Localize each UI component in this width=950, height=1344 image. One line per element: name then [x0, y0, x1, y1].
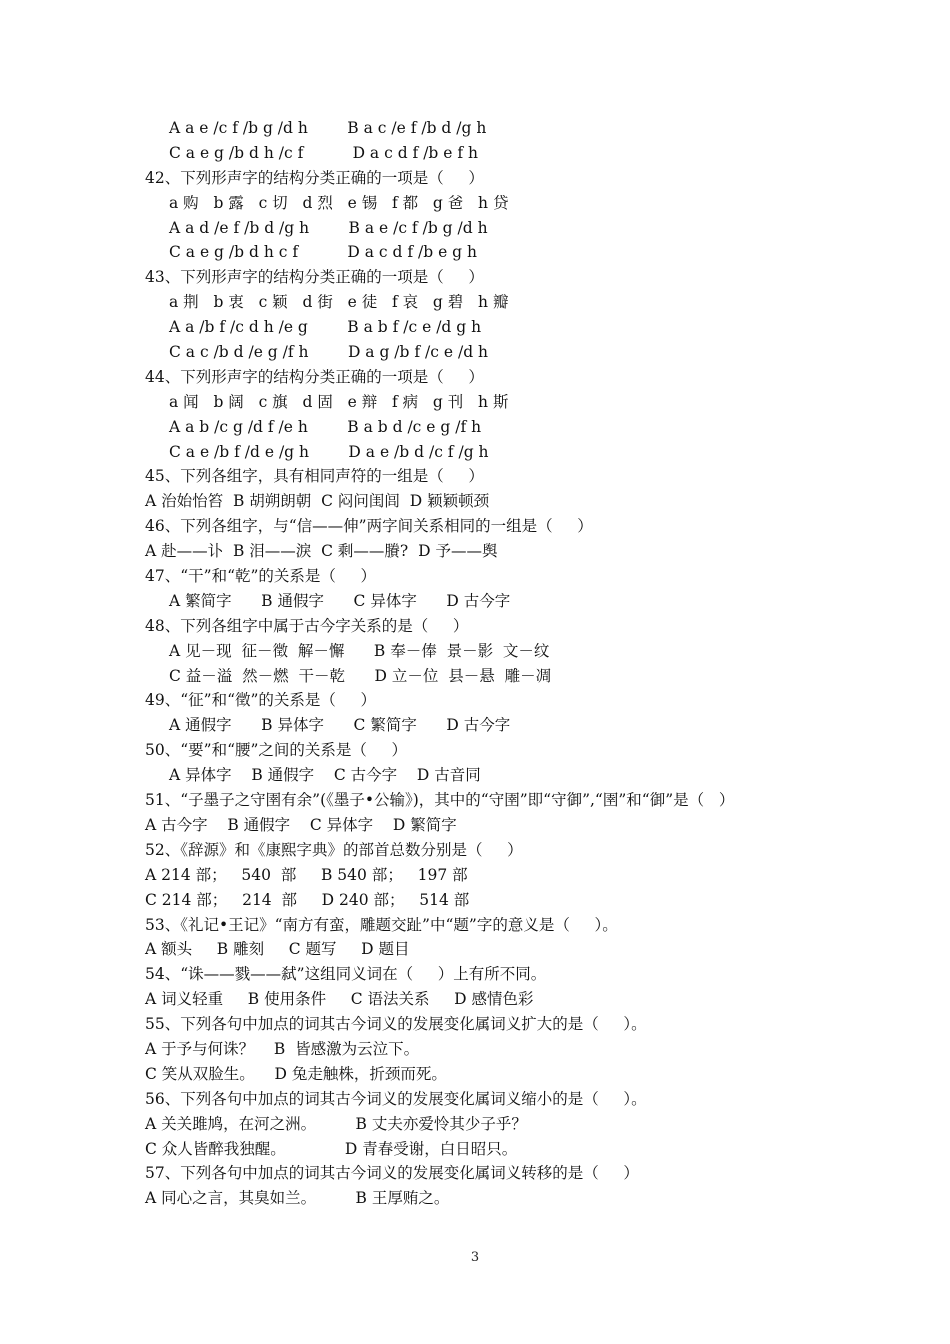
- text-line: 56、下列各句中加点的词其古今词义的发展变化属词义缩小的是（ ）。: [145, 1089, 647, 1108]
- text-line: C a c /b d /e g /f h D a g /b f /c e /d h: [169, 343, 489, 362]
- text-line: A a /b f /c d h /e g B a b f /c e /d g h: [169, 318, 482, 337]
- text-line: C a e g /b d h /c f D a c d f /b e f h: [169, 143, 479, 162]
- text-line: A 额头 B 雕刻 C 题写 D 题目: [145, 940, 410, 959]
- text-line: 52、《辞源》和《康熙字典》的部首总数分别是（ ）: [145, 840, 523, 859]
- text-line: C 214 部； 214 部 D 240 部； 514 部: [145, 890, 470, 909]
- text-line: 42、下列形声字的结构分类正确的一项是（ ）: [145, 168, 484, 187]
- text-line: a 闻 b 阔 c 旗 d 固 e 辩 f 病 g 刊 h 斯: [169, 392, 509, 411]
- text-line: A a b /c g /d f /e h B a b d /c e g /f h: [169, 417, 482, 436]
- page-number: 3: [470, 1250, 480, 1265]
- document-body: [145, 116, 835, 1211]
- text-line: 55、下列各句中加点的词其古今词义的发展变化属词义扩大的是（ ）。: [145, 1015, 647, 1034]
- text-line: A 古今字 B 通假字 C 异体字 D 繁简字: [145, 815, 457, 834]
- text-line: a 荆 b 衷 c 颖 d 街 e 徒 f 哀 g 碧 h 瓣: [169, 293, 509, 312]
- text-line: A 治始怡笞 B 胡朔朗朝 C 闷问闺闾 D 颖颖顿颈: [145, 492, 490, 511]
- text-line: 46、下列各组字，与“信——伸”两字间关系相同的一组是（ ）: [145, 517, 593, 536]
- text-line: A 同心之言，其臭如兰。 B 王厚贿之。: [145, 1189, 450, 1208]
- text-line: A 214 部； 540 部 B 540 部； 197 部: [145, 865, 468, 884]
- text-line: A 于予与何诛？ B 皆感激为云泣下。: [145, 1039, 420, 1058]
- text-line: C 益－溢 然－燃 干－乾 D 立－位 县－悬 雕－凋: [169, 666, 552, 685]
- text-line: 48、下列各组字中属于古今字关系的是（ ）: [145, 616, 469, 635]
- text-line: 49、“征”和“徵”的关系是（ ）: [145, 691, 377, 710]
- text-line: 53、《礼记•王记》“南方有蛮，雕题交趾”中“题”字的意义是（ ）。: [145, 915, 618, 934]
- text-line: 44、下列形声字的结构分类正确的一项是（ ）: [145, 367, 484, 386]
- text-line: C 笑从双脸生。 D 兔走触株，折颈而死。: [145, 1064, 447, 1083]
- text-line: 47、“干”和“乾”的关系是（ ）: [145, 567, 377, 586]
- text-line: A 异体字 B 通假字 C 古今字 D 古音同: [169, 766, 481, 785]
- text-line: 50、“要”和“腰”之间的关系是（ ）: [145, 741, 408, 760]
- text-line: C a e /b f /d e /g h D a e /b d /c f /g h: [169, 442, 489, 461]
- text-line: A 见－现 征－徵 解－懈 B 奉－俸 景－影 文－纹: [169, 641, 550, 660]
- text-line: C a e g /b d h c f D a c d f /b e g h: [169, 243, 477, 262]
- text-line: A 通假字 B 异体字 C 繁简字 D 古今字: [169, 716, 511, 735]
- text-line: A 词义轻重 B 使用条件 C 语法关系 D 感情色彩: [145, 990, 534, 1009]
- text-line: 57、下列各句中加点的词其古今词义的发展变化属词义转移的是（ ）: [145, 1164, 639, 1183]
- text-line: A 赴——讣 B 泪——淚 C 剩——賸? D 予——舆: [145, 542, 498, 561]
- text-line: 51、“子墨子之守圉有余”(《墨子•公输》)，其中的“守圉”即“守御”,“圉”和“御”是（ ）: [145, 791, 735, 810]
- text-line: A a e /c f /b g /d h B a c /e f /b d /g h: [169, 119, 487, 137]
- text-line: A 关关雎鸠，在河之洲。 B 丈夫亦爱怜其少子乎？: [145, 1114, 527, 1133]
- text-line: 43、下列形声字的结构分类正确的一项是（ ）: [145, 268, 484, 287]
- text-line: A a d /e f /b d /g h B a e /c f /b g /d h: [169, 218, 488, 237]
- text-line: 54、“诛——戮——弑”这组同义词在（ ）上有所不同。: [145, 965, 547, 984]
- text-line: A 繁简字 B 通假字 C 异体字 D 古今字: [169, 591, 511, 610]
- text-line: C 众人皆醉我独醒。 D 青春受谢，白日昭只。: [145, 1139, 518, 1158]
- text-line: 45、下列各组字，具有相同声符的一组是（ ）: [145, 467, 484, 486]
- text-line: a 购 b 露 c 切 d 烈 e 锡 f 都 g 爸 h 贷: [169, 193, 509, 212]
